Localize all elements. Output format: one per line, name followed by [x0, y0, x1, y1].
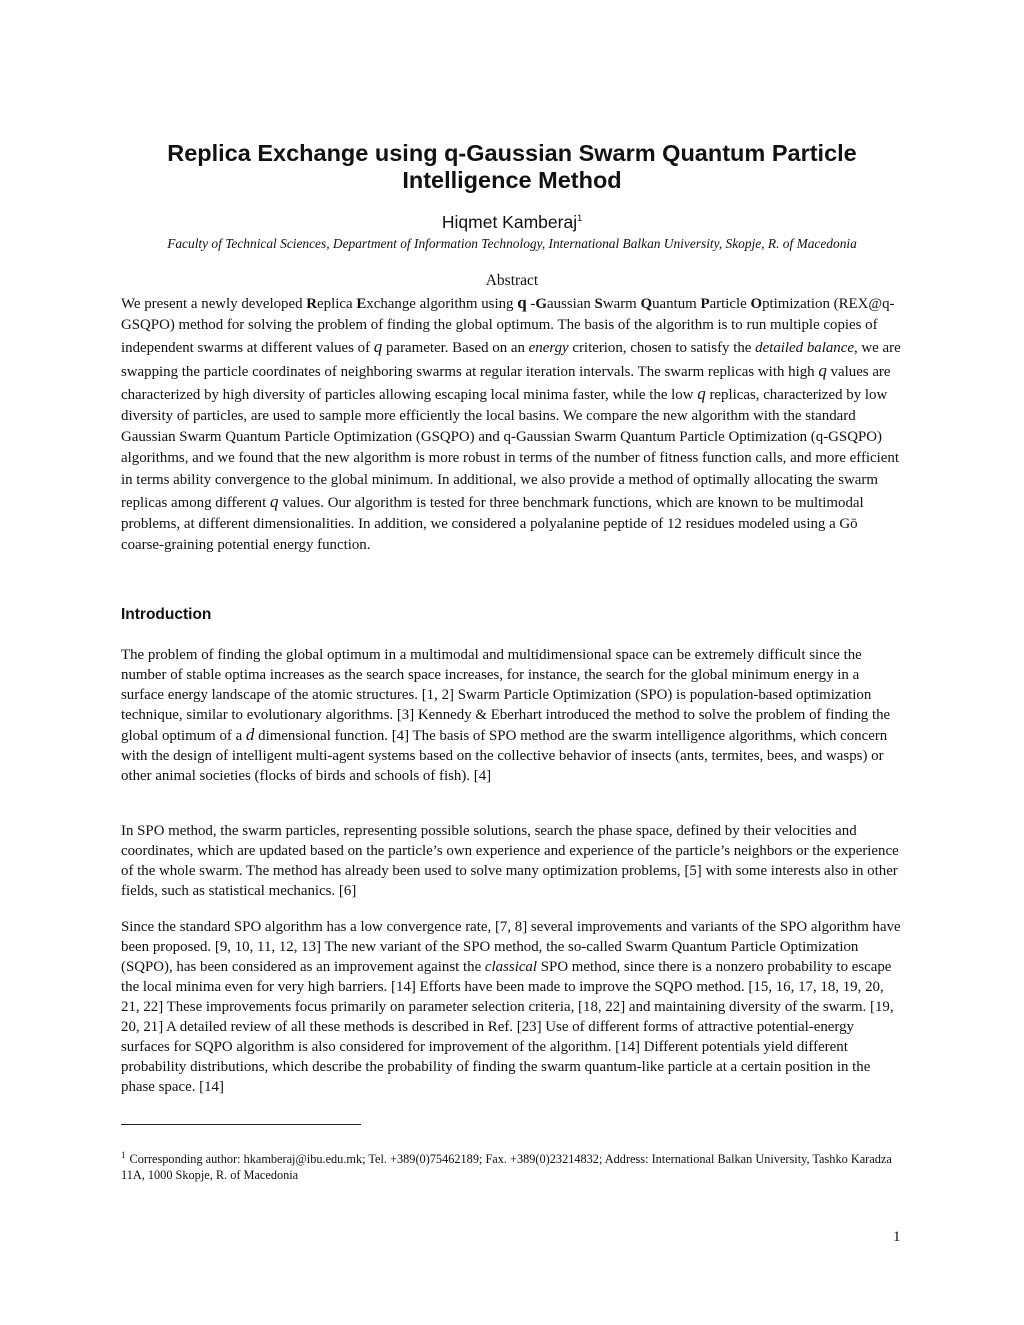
author-name: Hiqmet Kamberaj [441, 212, 578, 232]
footnote-text: Corresponding author: hkamberaj@ibu.edu.mk; Tel. +389(0)75462189; Fax. +389(0)23214832; Address: International Balkan University, Tashko Karadza 11A, 1000 Skopje, R. of Macedonia [121, 1152, 892, 1182]
abstract-text: We present a newly developed Replica Exchange algorithm using q -Gaussian Swarm Quantum Particle Optimization (REX@q-GSQPO) method for solving the problem of finding the global optimum. The basis of the algorithm is to run multiple copies of independent swarms at different values of q parameter. Based on an energy criterion, chosen to satisfy the detailed balance, we are swapping the particle coordinates of neighboring swarms at regular iteration intervals. The swarm replicas with high q values are characterized by high diversity of particles allowing escaping local minima faster, while the low q replicas, characterized by low diversity of particles, are used to sample more efficiently the local basins. We compare the new algorithm with the standard Gaussian Swarm Quantum Particle Optimization (GSQPO) and q-Gaussian Swarm Quantum Particle Optimization (q-GSQPO) algorithms, and we found that the new algorithm is more robust in terms of the number of fitness function calls, and more efficient in terms ability convergence to the global minimum. In additional, we also provide a method of optimally allocating the swarm replicas among different q values. Our algorithm is tested for three benchmark functions, which are known to be multimodal problems, at different dimensionalities. In addition, we considered a polyalanine peptide of 12 residues modeled using a Gō coarse-graining potential energy function. [121, 293, 901, 554]
intro-paragraph-1: The problem of finding the global optimum in a multimodal and multidimensional space can be extremely difficult since the number of stable optima increases as the search space increases, for instance, the search for the global minimum energy in a surface energy landscape of the atomic structures. [1, 2] Swarm Particle Optimization (SPO) is population-based optimization technique, similar to evolutionary algorithms. [3] Kennedy & Eberhart introduced the method to solve the problem of finding the global optimum of a d dimensional function. [4] The basis of SPO method are the swarm intelligence algorithms, which concern with the design of intelligent multi-agent systems based on the collective behavior of insects (ants, termites, bees, and wasps) or other animal societies (flocks of birds and schools of fish). [4] [121, 647, 891, 784]
page-number: 1 [893, 1229, 901, 1245]
footnote-mark: 1 [121, 1149, 126, 1160]
paper-title: Replica Exchange using q-Gaussian Swarm Quantum Particle Intelligence Method [167, 140, 857, 193]
introduction-heading: Introduction [121, 606, 212, 623]
intro-paragraph-2: In SPO method, the swarm particles, representing possible solutions, search the phase space, defined by their velocities and coordinates, which are updated based on the particle’s own experience and experience of the particle’s neighbors or the experience of the whole swarm. The method has already been used to solve many optimization problems, [5] with some interests also in other fields, such as statistical mechanics. [6] [121, 823, 899, 899]
author-affiliation: Faculty of Technical Sciences, Department of Information Technology, International Balkan University, Skopje, R. of Macedonia [167, 236, 857, 251]
intro-paragraph-3: Since the standard SPO algorithm has a low convergence rate, [7, 8] several improvements and variants of the SPO algorithm have been proposed. [9, 10, 11, 12, 13] The new variant of the SPO method, the so-called Swarm Quantum Particle Optimization (SQPO), has been considered as an improvement against the classical SPO method, since there is a nonzero probability to escape the local minima even for very high barriers. [14] Efforts have been made to improve the SQPO method. [15, 16, 17, 18, 19, 20, 21, 22] These improvements focus primarily on parameter selection criteria, [18, 22] and maintaining diversity of the swarm. [19, 20, 21] A detailed review of all these methods is described in Ref. [23] Use of different forms of attractive potential-energy surfaces for SQPO algorithm is also considered for improvement of the algorithm. [14] Different potentials yield different probability distributions, which describe the probability of finding the swarm quantum-like particle at a certain position in the phase space. [14] [121, 919, 901, 1095]
author-line [100, 212, 924, 233]
footnote [121, 1151, 911, 1183]
footnote-separator [121, 1124, 361, 1125]
abstract-heading: Abstract [485, 272, 539, 289]
author-footnote-mark: 1 [577, 213, 583, 224]
